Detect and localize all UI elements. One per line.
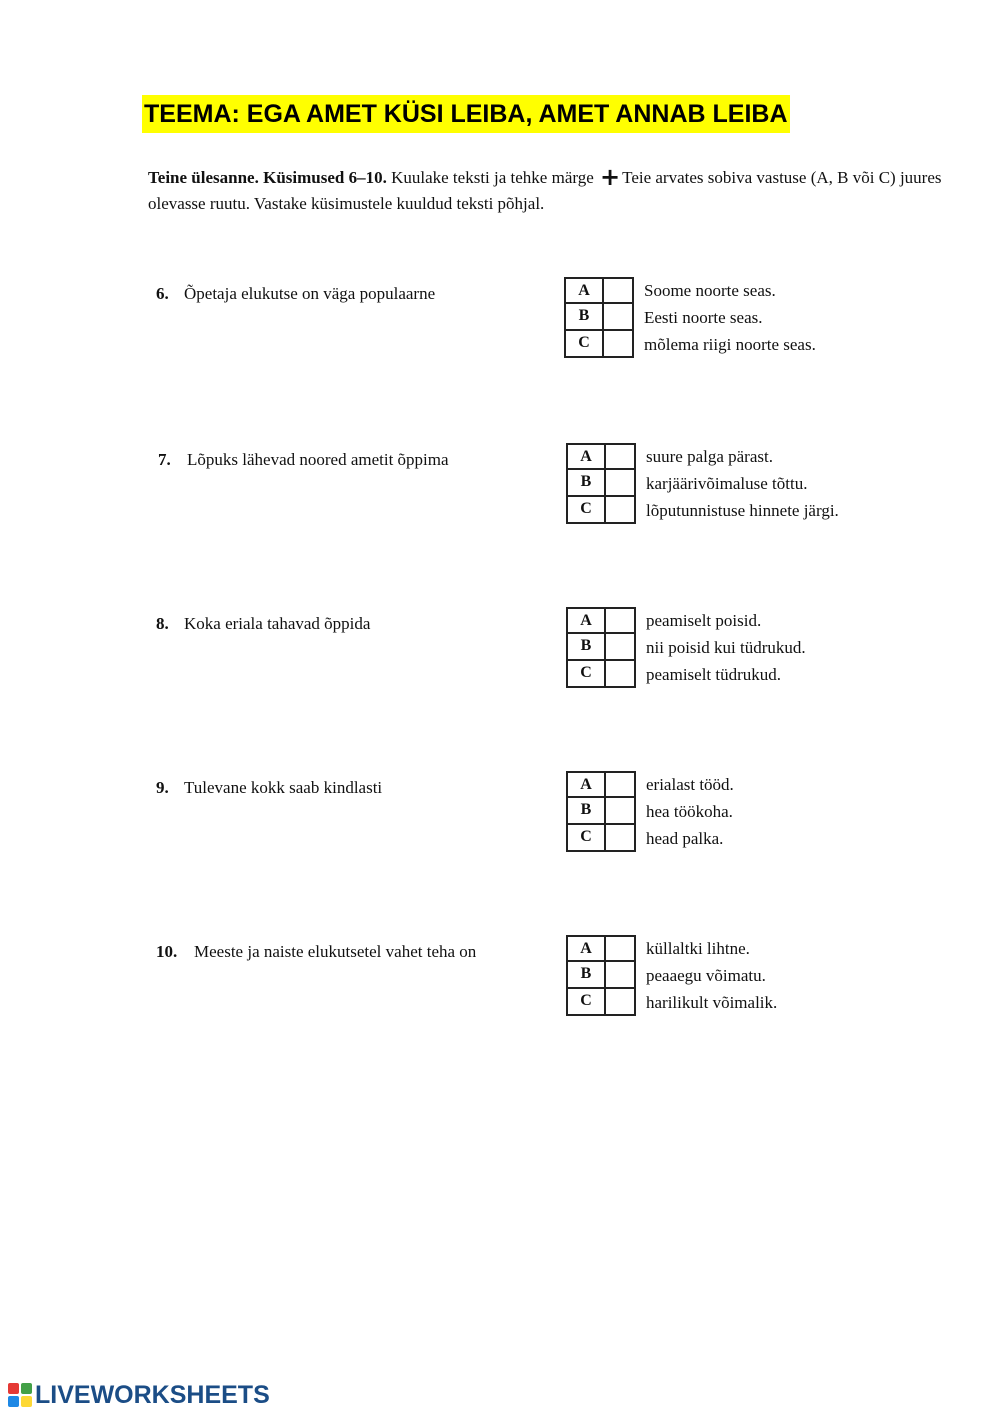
option-text: küllaltki lihtne. [646, 939, 750, 958]
instructions-heading: Teine ülesanne. Küsimused 6–10. [148, 168, 387, 187]
option-text: peaaegu võimatu. [646, 966, 766, 985]
worksheet-title: TEEMA: EGA AMET KÜSI LEIBA, AMET ANNAB LEIBA [142, 95, 790, 133]
option-letter: A [568, 937, 606, 960]
answer-checkbox[interactable] [606, 798, 634, 823]
option-text: mõlema riigi noorte seas. [644, 335, 816, 354]
option-text: suure palga pärast. [646, 447, 773, 466]
logo-square-green [21, 1383, 32, 1394]
question-8 [0, 613, 1000, 703]
logo-square-yellow [21, 1396, 32, 1407]
option-letter: B [568, 798, 606, 823]
option-text: erialast tööd. [646, 775, 734, 794]
question-9 [0, 777, 1000, 867]
answer-checkbox[interactable] [606, 937, 634, 960]
option-letter: C [568, 825, 606, 850]
option-letter: B [568, 634, 606, 659]
option-text: nii poisid kui tüdrukud. [646, 638, 806, 657]
answer-checkbox[interactable] [604, 279, 632, 302]
option-text: peamiselt poisid. [646, 611, 762, 630]
option-letter: A [568, 773, 606, 796]
option-text: peamiselt tüdrukud. [646, 665, 782, 684]
question-text: Lõpuks lähevad noored ametit õppima [187, 450, 449, 469]
option-letter: C [568, 661, 606, 686]
option-letter: C [568, 497, 606, 522]
answer-checkbox[interactable] [606, 497, 634, 522]
instructions [148, 165, 968, 217]
answer-checkbox[interactable] [604, 331, 632, 356]
option-letter: A [566, 279, 604, 302]
option-letter: A [568, 609, 606, 632]
option-text: lõputunnistuse hinnete järgi. [646, 501, 839, 520]
logo-square-blue [8, 1396, 19, 1407]
option-letter: B [568, 962, 606, 987]
option-letter: C [568, 989, 606, 1014]
option-letter: C [566, 331, 604, 356]
option-letter: A [568, 445, 606, 468]
question-number: 10. [156, 942, 178, 961]
option-text: Soome noorte seas. [644, 281, 776, 300]
option-text: harilikult võimalik. [646, 993, 778, 1012]
question-number: 7. [158, 450, 171, 469]
answer-checkbox[interactable] [604, 304, 632, 329]
answer-checkbox[interactable] [606, 634, 634, 659]
answer-checkbox[interactable] [606, 989, 634, 1014]
answer-checkbox[interactable] [606, 609, 634, 632]
question-text: Õpetaja elukutse on väga populaarne [184, 284, 436, 303]
question-7 [0, 449, 1000, 539]
instructions-text-2: Teie arvates sobiva vastuse (A, B või C) juures olevasse ruutu. Vastake küsimustele kuuldud teksti põhjal. [148, 168, 942, 213]
answer-checkbox[interactable] [606, 825, 634, 850]
option-letter: B [568, 470, 606, 495]
question-text: Koka eriala tahavad õppida [184, 614, 371, 633]
question-10 [0, 941, 1000, 1031]
answer-checkbox[interactable] [606, 470, 634, 495]
answer-checkbox[interactable] [606, 445, 634, 468]
answer-checkbox[interactable] [606, 962, 634, 987]
option-text: head palka. [646, 829, 724, 848]
question-number: 8. [156, 614, 169, 633]
question-number: 6. [156, 284, 169, 303]
question-text: Tulevane kokk saab kindlasti [184, 778, 383, 797]
logo-square-red [8, 1383, 19, 1394]
question-text: Meeste ja naiste elukutsetel vahet teha on [194, 942, 477, 961]
option-text: Eesti noorte seas. [644, 308, 763, 327]
option-text: hea töökoha. [646, 802, 733, 821]
instructions-text-1: Kuulake teksti ja tehke märge [386, 168, 599, 187]
question-number: 9. [156, 778, 169, 797]
question-6 [0, 283, 1000, 373]
option-letter: B [566, 304, 604, 329]
answer-checkbox[interactable] [606, 661, 634, 686]
answer-checkbox[interactable] [606, 773, 634, 796]
plus-icon: + [600, 163, 621, 191]
footer-logo[interactable] [8, 1380, 270, 1410]
logo-text: LIVEWORKSHEETS [35, 1380, 270, 1409]
liveworksheets-logo-icon [8, 1383, 32, 1407]
option-text: karjäärivõimaluse tõttu. [646, 474, 808, 493]
